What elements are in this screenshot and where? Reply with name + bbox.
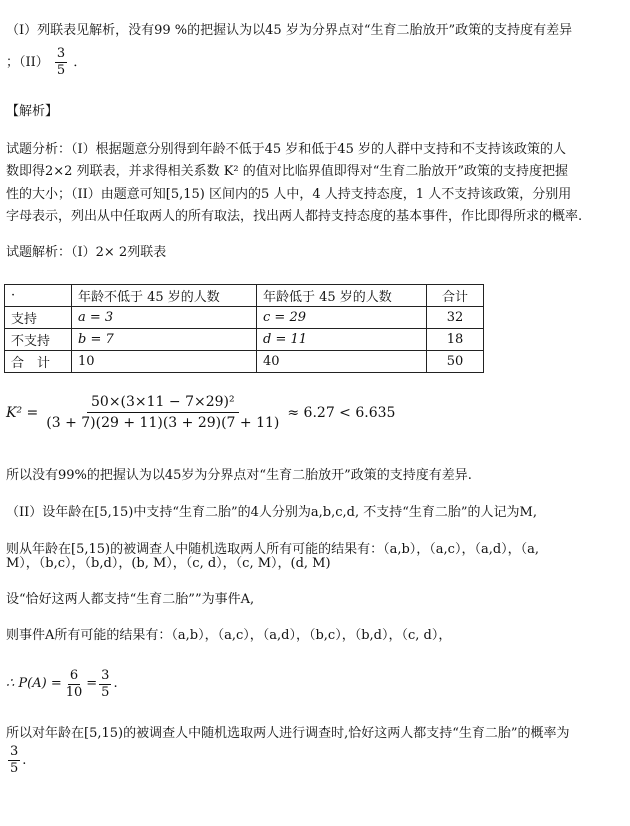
formula-numerator: 50×(3×11 − 7×29)² [87,394,239,413]
analysis-line-1: 试题分析：（I）根据题意分别得到年龄不低于45 岁和低于45 岁的人群中支持和不支持该政策的人 [6,142,566,157]
table-header-row [5,285,484,307]
probability-fraction-2-numerator: 3 [101,667,110,683]
final-line: 所以对年龄在[5,15)的被调查人中随机选取两人进行调查时,恰好这两人都支持“生育二胎”的概率为 [6,726,570,741]
answer-line-1: （I）列联表见解析，没有99 %的把握认为以45 岁为分界点对“生育二胎放开”政策的支持度有差异 [6,23,573,38]
table-header-cell: 年龄不低于 45 岁的人数 [72,285,257,307]
probability-suffix: . [113,676,118,691]
final-fraction-numerator: 3 [10,744,19,759]
table-cell: d = 11 [257,329,427,351]
probability-fraction-2 [99,668,111,701]
table-row [5,307,484,329]
probability-line [6,664,118,704]
table-cell: 10 [72,351,257,373]
contingency-table [4,284,484,373]
part2-line-2: 则从年龄在[5,15)的被调查人中随机选取两人所有可能的结果有：（a,b），（a,c），（a,d），（a, [6,542,540,557]
table-header-cell: 合计 [427,285,484,307]
probability-equals: = [86,676,98,691]
final-fraction-denominator: 5 [10,761,19,776]
answer-line-2-prefix: ；（II） [6,55,49,70]
part2-line-4: 设“恰好这两人都支持“生育二胎””为事件A, [6,592,255,607]
table-header-cell: · [5,285,72,307]
table-header-cell: 年龄低于 45 岁的人数 [257,285,427,307]
part2-line-3: M），（b,c），（b,d），(b, M），（c, d），（c, M），(d, M) [6,556,331,571]
part2-line-5: 则事件A所有可能的结果有：（a,b），（a,c），（a,d），（b,c），（b,d），（c, d）， [6,628,452,643]
table-cell: 支持 [5,307,72,329]
formula-lhs: K² = [6,404,39,421]
analysis-line-4: 字母表示，列出从中任取两人的所有取法，找出两人都持支持态度的基本事件，作比即得所求的概率. [6,209,583,224]
probability-fraction-1-numerator: 6 [69,667,79,683]
final-fraction [8,744,20,777]
formula-fraction [42,394,283,431]
answer-fraction [55,46,67,79]
part2-line-1: （II）设年龄在[5,15)中支持“生育二胎”的4人分别为a,b,c,d, 不支持“生育二胎”的人记为M, [6,505,537,520]
table-cell: c = 29 [257,307,427,329]
answer-line-2-suffix: ． [73,55,87,70]
table-cell: 18 [427,329,484,351]
table-cell: a = 3 [72,307,257,329]
section-title: 【解析】 [6,104,59,119]
chi-square-formula [6,394,395,431]
solution-intro: 试题解析：（I）2× 2列联表 [6,245,167,260]
final-answer [6,744,26,777]
formula-denominator: (3 + 7)(29 + 11)(3 + 29)(7 + 11) [46,415,280,431]
probability-prefix: ∴ P(A) = [6,676,62,691]
table-cell: 32 [427,307,484,329]
table-cell: 不支持 [5,329,72,351]
table-row [5,351,484,373]
probability-fraction-2-denominator: 5 [101,684,110,700]
answer-fraction-denominator: 5 [56,63,66,78]
table-row [5,329,484,351]
conclusion-1: 所以没有99%的把握认为以45岁为分界点对“生育二胎放开”政策的支持度有差异. [6,468,472,483]
final-suffix: . [22,752,27,768]
probability-fraction-1 [64,668,85,701]
table-cell: 40 [257,351,427,373]
table-cell: 50 [427,351,484,373]
probability-fraction-1-denominator: 10 [65,684,83,700]
table-cell: b = 7 [72,329,257,351]
formula-rhs: ≈ 6.27 < 6.635 [287,404,396,421]
analysis-line-2: 数即得2×2 列联表，并求得相关系数 K² 的值对比临界值即得对“生育二胎放开”政策的支持度把握 [6,164,569,179]
answer-line-2 [6,46,86,79]
answer-fraction-numerator: 3 [56,46,66,61]
analysis-line-3: 性的大小；（II）由题意可知[5,15) 区间内的5 人中，4 人持支持态度，1 人不支持该政策，分别用 [6,187,572,202]
table-cell: 合 计 [5,351,72,373]
